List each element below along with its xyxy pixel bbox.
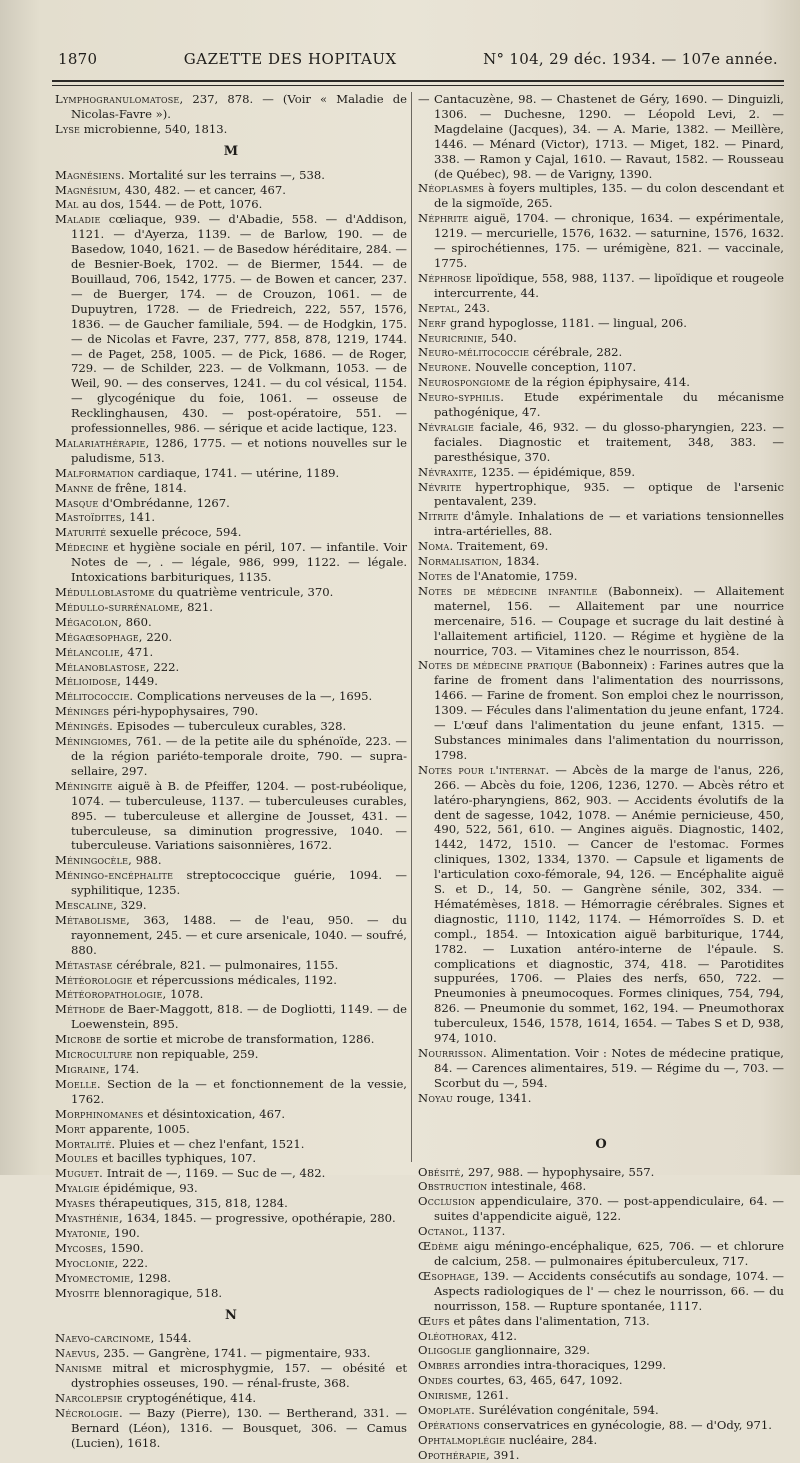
entry-text: 220.: [142, 629, 173, 644]
entry-text: et bacilles typhiques, 107.: [98, 1151, 257, 1166]
entry-text: Traitement, 69.: [453, 539, 549, 554]
entry-text: d'Ombrédanne, 1267.: [98, 495, 230, 510]
entry-text: Nouvelle conception, 1107.: [471, 360, 637, 375]
entry-text: 243.: [460, 300, 490, 315]
index-entry: [55, 674, 407, 689]
entry-text: (Babonneix) : Farines autres que la farine de froment dans l'alimentation des nourrissons, 1466. — Farine de froment. Son emploi chez le nourrisson, 1309. — Fécules dans l'alimentation du jeune enfant, 1724. — L'œuf dans l'alimentation du jeune enfant, 1315. — Substances minimales dans l'alimentation du nourrisson, 1798.: [434, 658, 784, 762]
index-entry: [418, 658, 784, 762]
entry-heading: Notes de médecine infantile: [418, 583, 598, 598]
index-entry: [418, 331, 784, 346]
index-entry: [55, 689, 407, 704]
entry-text: péri-hypophysaires, 790.: [109, 704, 259, 719]
entry-heading: Méningite: [55, 778, 113, 793]
index-entry: [55, 1196, 407, 1211]
entry-heading: Œufs: [418, 1313, 450, 1328]
section-letter-m: M: [223, 143, 239, 159]
entry-heading: Mélioidose,: [55, 674, 122, 689]
index-entry: [418, 763, 784, 1046]
index-entry: [418, 1418, 784, 1433]
entry-heading: Notes de médecine pratique: [418, 658, 573, 673]
index-entry: [55, 1032, 407, 1047]
o-entries: [418, 1165, 784, 1463]
entry-heading: Météorologie: [55, 972, 133, 987]
entry-heading: Ombres: [418, 1358, 461, 1373]
entry-heading: Mal: [55, 197, 79, 212]
column-divider: [411, 92, 412, 1162]
entry-heading: Moelle.: [55, 1076, 101, 1091]
entry-text: de l'Anatomie, 1759.: [452, 569, 578, 583]
index-entry: [418, 181, 784, 211]
index-entry: [55, 1211, 407, 1226]
entry-heading: Magnésium,: [55, 182, 122, 197]
index-entry: [55, 853, 407, 868]
entry-text: et désintoxication, 467.: [143, 1106, 286, 1121]
entry-text: aiguë à B. de Pfeiffer, 1204. — post-rubéolique, 1074. — tuberculeuse, 1137. — tuberculeuses curables, 895. — tuberculeuse et allergine de Jousset, 431. — tuberculeuse, sa diminution progressive, 1040. — tuberculeuse. Variations saisonnières, 1672.: [71, 778, 407, 853]
entry-heading: Médulloblastome: [55, 585, 155, 599]
entry-heading: Neuricrinie,: [418, 330, 488, 345]
entry-text: cérébrale, 282.: [529, 345, 623, 360]
entry-heading: Néphrose: [418, 270, 472, 285]
index-entry: [55, 1406, 407, 1451]
entry-text: 222.: [118, 1255, 148, 1270]
entry-heading: Manne: [55, 480, 94, 495]
entry-text: 761. — de la petite aile du sphénoïde, 223. — de la région pariéto-temporale droite, 790. — supra-sellaire, 297.: [71, 734, 407, 778]
entry-heading: Opérations: [418, 1417, 480, 1432]
entry-heading: Omoplate.: [418, 1403, 475, 1418]
entry-heading: Myasthénie,: [55, 1211, 123, 1226]
index-entry: [418, 1403, 784, 1418]
entry-text: arrondies intra-thoraciques, 1299.: [460, 1358, 667, 1373]
index-entry: [55, 1241, 407, 1256]
entry-text: apparente, 1005.: [85, 1121, 190, 1136]
index-entry: [55, 615, 407, 630]
entry-text: Mortalité sur les terrains —, 538.: [124, 167, 325, 182]
m-entries: [55, 168, 407, 1301]
entry-text: ganglionnaire, 329.: [471, 1343, 590, 1358]
index-entry: [418, 1224, 784, 1239]
index-entry: [418, 1343, 784, 1358]
index-entry: [418, 92, 784, 181]
entry-text: rouge, 1341.: [452, 1090, 532, 1105]
entry-text: de frêne, 1814.: [93, 480, 187, 495]
index-entry: [55, 1361, 407, 1391]
entry-text: 297, 988. — hypophysaire, 557.: [464, 1164, 655, 1179]
entry-heading: Neuro-syphilis.: [418, 390, 505, 405]
index-entry: [55, 987, 407, 1002]
index-entry: [418, 301, 784, 316]
entry-text: Episodes — tuberculeux curables, 328.: [113, 719, 347, 734]
entry-heading: Médecine: [55, 540, 109, 555]
index-entry: [55, 973, 407, 988]
entry-text: 235. — Gangrène, 1741. — pigmentaire, 933.: [99, 1346, 371, 1361]
issue-info: N° 104, 29 déc. 1934. — 107e année.: [483, 50, 778, 68]
entry-heading: Méningo-encéphalite: [55, 868, 174, 883]
entry-text: 1544.: [154, 1331, 192, 1346]
index-entry: [418, 1165, 784, 1180]
entry-text: nucléaire, 284.: [505, 1432, 598, 1447]
index-entry: [418, 360, 784, 375]
entry-text: 540.: [487, 330, 517, 345]
entry-heading: Noma.: [418, 539, 454, 554]
index-entry: [55, 1166, 407, 1181]
entry-text: de Baer-Maggott, 818. — de Dogliotti, 1149. — de Loewenstein, 895.: [71, 1002, 407, 1032]
entry-heading: Masque: [55, 495, 99, 510]
entry-heading: Méningés.: [55, 719, 114, 734]
entry-heading: Magnésiens.: [55, 167, 125, 182]
entry-text: blennoragique, 518.: [99, 1285, 223, 1300]
entry-text: 190.: [110, 1225, 140, 1240]
index-entry: [55, 1062, 407, 1077]
index-entry: [418, 554, 784, 569]
entry-heading: Malformation: [55, 465, 135, 480]
entry-text: 1286, 1775. — et notions nouvelles sur le paludisme, 513.: [71, 435, 407, 465]
entry-text: Alimentation. Voir : Notes de médecine pratique, 84. — Carences alimentaires, 519. — Régime du —, 703. — Scorbut du —, 594.: [434, 1046, 784, 1090]
index-entry: [55, 1181, 407, 1196]
index-entry: [418, 569, 784, 584]
entry-heading: Œdème: [418, 1239, 459, 1254]
entry-heading: Oléothorax,: [418, 1328, 488, 1343]
entry-text: 1261.: [471, 1388, 509, 1403]
entry-heading: Méningiomes,: [55, 734, 132, 749]
entry-text: Intrait de —, 1169. — Suc de —, 482.: [103, 1166, 326, 1181]
entry-heading: Mastoïdites,: [55, 510, 126, 525]
index-entry: [55, 779, 407, 854]
entry-text: cardiaque, 1741. — utérine, 1189.: [134, 465, 340, 480]
index-entry: [55, 1107, 407, 1122]
entry-heading: Néphrite: [418, 211, 469, 226]
entry-heading: Onirisme,: [418, 1388, 472, 1403]
index-entry: [55, 496, 407, 511]
entry-heading: Neptal,: [418, 300, 461, 315]
entry-heading: Obstruction: [418, 1179, 488, 1194]
index-entry: [418, 211, 784, 271]
entry-text: Section de la — et fonctionnement de la vessie, 1762.: [71, 1076, 407, 1106]
index-entry: [55, 868, 407, 898]
index-entry: [55, 92, 407, 122]
index-entry: [55, 1151, 407, 1166]
entry-text: 1449.: [121, 674, 158, 689]
entry-text: épidémique, 93.: [99, 1181, 198, 1196]
index-entry: [55, 510, 407, 525]
entry-heading: Obésité,: [418, 1164, 465, 1179]
entry-text: 237, 878. — (Voir « Maladie de Nicolas-Favre »).: [71, 92, 407, 121]
index-entry: [55, 481, 407, 496]
entry-text: non repiquable, 259.: [132, 1047, 259, 1062]
index-entry: [55, 585, 407, 600]
index-entry: [55, 436, 407, 466]
entry-text: — Abcès de la marge de l'anus, 226, 266. — Abcès du foie, 1206, 1236, 1270. — Abcès rétro et latéro-pharyngiens, 862, 903. — Accidents évolutifs de la dent de sagesse, 1042, 1078. — Anémie pernicieuse, 450, 490, 522, 561, 610. — Angines aiguës. Diagnostic, 1402, 1442, 1472, 1510. — Cancer de l'estomac. Formes cliniques, 1302, 1334, 1370. — Capsule et ligaments de l'articulation coxo-fémorale, 94, 126. — Encéphalite aiguë S. et D., 14, 50. — Gangrène sénile, 302, 334. — Hématémèses, 1818. — Hémorragie cérébrales. Signes et diagnostic, 1110, 1142, 1174. — Hémorroïdes S. D. et compl., 1854. — Intoxication aiguë barbiturique, 1744, 1782. — Luxation antéro-interne de l'épaule. S. complications et diagnostic, 374, 418. — Parotidites suppurées, 1706. — Plaies des nerfs, 650, 722. — Pneumonies à pneumocoques. Formes cliniques, 754, 794, 826. — Pneumonie du sommet, 162, 194. — Pneumothorax tuberculeux, 1546, 1578, 1614, 1654. — Tabes S et D, 938, 974, 1010.: [434, 762, 784, 1046]
entry-heading: Microculture: [55, 1047, 133, 1062]
entry-text: et répercussions médicales, 1192.: [132, 972, 337, 987]
entry-text: 363, 1488. — de l'eau, 950. — du rayonnement, 245. — et cure arsenicale, 1040. — soufré, 880.: [71, 912, 407, 957]
entry-heading: Métastase: [55, 957, 113, 972]
index-entry: [55, 1331, 407, 1346]
entry-heading: Médullo-surrénalome,: [55, 599, 184, 614]
index-entry: [55, 719, 407, 734]
entry-text: du quatrième ventricule, 370.: [154, 585, 334, 599]
right-column: [418, 92, 784, 1463]
index-entry: [418, 1373, 784, 1388]
entry-heading: Maladie: [55, 212, 101, 227]
page-number: 1870: [58, 50, 98, 68]
entry-heading: Malariathérapie,: [55, 435, 150, 450]
index-entry: [418, 480, 784, 510]
entry-heading: Maturité: [55, 525, 107, 540]
entry-text: au dos, 1544. — de Pott, 1076.: [78, 197, 263, 212]
entry-text: 1634, 1845. — progressive, opothérapie, 280.: [122, 1211, 396, 1226]
entry-text: 471.: [123, 644, 154, 659]
index-entry: [55, 168, 407, 183]
entry-text: 1590.: [106, 1240, 144, 1255]
entry-text: 141.: [125, 510, 155, 525]
entry-text: 1137.: [468, 1224, 506, 1239]
section-letter-o: O: [595, 1136, 607, 1152]
index-entry: [418, 1194, 784, 1224]
entry-heading: Métabolisme,: [55, 912, 131, 927]
entry-text: d'âmyle. Inhalations de — et variations tensionnelles intra-artérielles, 88.: [434, 509, 784, 539]
entry-heading: Mégacolon,: [55, 614, 123, 629]
entry-heading: Opothérapie,: [418, 1447, 490, 1462]
index-entry: [55, 1346, 407, 1361]
entry-heading: Myomectomie,: [55, 1270, 135, 1285]
index-entry: [55, 898, 407, 913]
entry-text: 860.: [122, 614, 152, 629]
entry-heading: Méninges: [55, 704, 110, 719]
entry-heading: Mélitococcie.: [55, 689, 134, 704]
n-entries-right: [418, 92, 784, 1106]
entry-text: 412.: [487, 1328, 517, 1343]
entry-text: aiguë, 1704. — chronique, 1634. — expérimentale, 1219. — mercurielle, 1576, 1632. — saturnine, 1576, 1632. — spirochétiennes, 175. — urémigène, 821. — vaccinale, 1775.: [434, 211, 784, 270]
index-entry: [418, 1448, 784, 1463]
entry-text: cœliaque, 939. — d'Abadie, 558. — d'Addison, 1121. — d'Ayerza, 1139. — de Barlow, 190. — de Basedow, 1040, 1621. — de Basedow héréditaire, 284. — de Besnier-Boek, 1702. — de Biermer, 1544. — de Bouillaud, 706, 1542, 1775. — de Bowen et cancer, 237. — de Buerger, 174. — de Crouzon, 1061. — de Dupuytren, 1728. — de Friedreich, 222, 557, 1576, 1836. — de Gaucher familiale, 594. — de Hodgkin, 175. — de Nicolas et Favre, 237, 777, 858, 878, 1219, 1744. — de Paget, 258, 1005. — de Pick, 1686. — de Roger, 729. — de Schilder, 223. — de Volkmann, 1053. — de Weil, 90. — des conserves, 1241. — du col vésical, 1154. — glycogénique du foie, 1061. — osseuse de Recklinghausen, 430. — post-opératoire, 551. — professionnelles, 986. — sérique et acide lactique, 123.: [71, 212, 407, 436]
entry-heading: Occlusion: [418, 1194, 476, 1209]
entry-text: cérébrale, 821. — pulmonaires, 1155.: [112, 957, 339, 972]
index-entry: [418, 1269, 784, 1314]
entry-heading: Mort: [55, 1121, 86, 1136]
entry-heading: Ondes: [418, 1373, 454, 1388]
entry-heading: Nerf: [418, 315, 447, 330]
entry-text: 821.: [183, 599, 213, 614]
header-rule-thick: [52, 80, 784, 82]
index-entry: [418, 420, 784, 465]
index-entry: [418, 316, 784, 331]
index-entry: [55, 1137, 407, 1152]
index-entry: [418, 465, 784, 480]
index-entry: [418, 1329, 784, 1344]
entry-heading: Myoclonie,: [55, 1255, 119, 1270]
journal-title: GAZETTE DES HOPITAUX: [183, 50, 397, 68]
entry-heading: Migraine,: [55, 1062, 110, 1076]
index-entry: [418, 1091, 784, 1106]
index-entry: [55, 913, 407, 958]
index-entry: [55, 183, 407, 198]
entry-heading: Nanisme: [55, 1361, 102, 1376]
index-entry: [418, 390, 784, 420]
index-entry: [55, 1002, 407, 1032]
entry-heading: Nitrite: [418, 509, 459, 524]
entry-text: streptococcique guérie, 1094. — syphilitique, 1235.: [71, 868, 407, 898]
entry-text: et pâtes dans l'alimentation, 713.: [449, 1313, 650, 1328]
entry-heading: Mycoses,: [55, 1240, 107, 1255]
entry-heading: Névralgie: [418, 419, 475, 434]
entry-heading: Morphinomanes: [55, 1106, 144, 1121]
entry-text: 1834.: [502, 554, 540, 569]
index-entry: [418, 1433, 784, 1448]
index-entry: [418, 1046, 784, 1091]
entry-text: sexuelle précoce, 594.: [106, 525, 242, 540]
entry-heading: Myases: [55, 1196, 96, 1211]
entry-heading: Mégaœsophage,: [55, 629, 143, 644]
entry-text: Surélévation congénitale, 594.: [474, 1403, 659, 1418]
entry-text: de sortie et microbe de transformation, 1286.: [101, 1032, 375, 1047]
left-top-entries: [55, 92, 407, 137]
entry-heading: Névraxite,: [418, 464, 478, 479]
index-entry: [55, 212, 407, 436]
entry-text: 391.: [489, 1447, 520, 1462]
index-entry: [55, 734, 407, 779]
entry-text: courtes, 63, 465, 647, 1092.: [453, 1373, 623, 1388]
entry-text: faciale, 46, 932. — du glosso-pharyngien, 223. — faciales. Diagnostic et traitement, 348, 383. — paresthésique, 370.: [434, 419, 784, 464]
left-column: [55, 92, 407, 1451]
index-entry: [55, 958, 407, 973]
entry-heading: Notes pour l'internat.: [418, 762, 550, 777]
entry-heading: Ophtalmoplégie: [418, 1432, 506, 1447]
entry-heading: Neurone.: [418, 360, 472, 375]
entry-heading: Méthode: [55, 1002, 106, 1017]
index-entry: [418, 1314, 784, 1329]
entry-text: 988.: [132, 853, 162, 868]
index-entry: [418, 271, 784, 301]
entry-text: hypertrophique, 935. — optique de l'arsenic pentavalent, 239.: [434, 479, 784, 509]
entry-heading: Méningocèle,: [55, 853, 133, 868]
entry-text: 1235. — épidémique, 859.: [477, 464, 636, 479]
entry-text: — Cantacuzène, 98. — Chastenet de Géry, 1690. — Dinguizli, 1306. — Duchesne, 1290. — Léopold Levi, 2. — Magdelaine (Jacques), 34. — A. Marie, 1382. — Meillère, 1446. — Ménard (Victor), 1713. — Miget, 182. — Pinard, 338. — Ramon y Cajal, 1610. — Ravaut, 1582. — Rousseau (de Québec), 98. — de Varigny, 1390.: [418, 92, 784, 181]
entry-heading: Microbe: [55, 1032, 102, 1047]
index-entry: [418, 584, 784, 659]
section-letter-n: N: [225, 1307, 237, 1323]
entry-heading: Mélancolie,: [55, 644, 124, 659]
entry-text: (Babonneix). — Allaitement maternel, 156. — Allaitement par une nourrice mercenaire, 516. — Coupage et sucrage du lait destiné à l'allaitement artificiel, 1120. — Régime et hygiène de la nourrice, 703. — Vitamines chez le nourrisson, 854.: [434, 583, 784, 658]
entry-heading: Neuro-mélitococcie: [418, 345, 530, 360]
entry-heading: Météoropathologie,: [55, 987, 167, 1002]
page-header: [58, 50, 778, 74]
index-entry: [55, 466, 407, 481]
n-entries-left: [55, 1331, 407, 1450]
index-entry: [55, 540, 407, 585]
entry-heading: Noyau: [418, 1090, 453, 1105]
entry-text: microbienne, 540, 1813.: [80, 121, 228, 136]
entry-text: Pluies et — chez l'enfant, 1521.: [115, 1136, 305, 1151]
entry-heading: Notes: [418, 569, 453, 583]
index-entry: [418, 539, 784, 554]
entry-text: à foyers multiples, 135. — du colon descendant et de la sigmoïde, 265.: [434, 181, 784, 211]
entry-text: et hygiène sociale en péril, 107. — infantile. Voir Notes de —, . — légale, 986, 999, 1122. — légale. Intoxications barbituriques, 1135.: [71, 540, 407, 585]
index-entry: [55, 525, 407, 540]
index-entry: [418, 1179, 784, 1194]
entry-text: 1298.: [134, 1270, 171, 1285]
entry-heading: Nécrologie.: [55, 1405, 123, 1420]
entry-heading: Lyse: [55, 121, 81, 136]
entry-heading: Naevus,: [55, 1346, 100, 1361]
entry-heading: Moules: [55, 1151, 99, 1166]
index-entry: [55, 660, 407, 675]
entry-heading: Normalisation,: [418, 554, 503, 569]
entry-text: intestinale, 468.: [487, 1179, 587, 1194]
entry-text: appendiculaire, 370. — post-appendiculaire, 64. — suites d'appendicite aiguë, 122.: [434, 1194, 784, 1224]
entry-heading: Nourrisson.: [418, 1046, 487, 1060]
entry-text: 430, 482. — et cancer, 467.: [121, 182, 286, 197]
index-entry: [55, 1077, 407, 1107]
index-entry: [55, 1226, 407, 1241]
entry-heading: Naevo-carcinome,: [55, 1331, 155, 1346]
entry-text: 222.: [149, 659, 180, 674]
entry-text: 174.: [109, 1062, 140, 1076]
index-entry: [55, 1286, 407, 1301]
index-entry: [55, 630, 407, 645]
entry-text: conservatrices en gynécologie, 88. — d'Ody, 971.: [479, 1417, 772, 1432]
entry-heading: Myosite: [55, 1285, 100, 1300]
entry-text: 1078.: [166, 987, 204, 1002]
entry-heading: Octanol,: [418, 1224, 469, 1239]
entry-heading: Mortalité.: [55, 1136, 116, 1151]
index-entry: [55, 122, 407, 137]
entry-heading: Néoplasmes: [418, 181, 485, 196]
entry-heading: Névrite: [418, 479, 462, 494]
index-entry: [418, 509, 784, 539]
entry-text: Etude expérimentale du mécanisme pathogénique, 47.: [434, 390, 784, 420]
entry-text: grand hypoglosse, 1181. — lingual, 206.: [446, 315, 687, 330]
index-entry: [55, 600, 407, 615]
entry-heading: Lymphogranulomatose,: [55, 92, 184, 106]
entry-text: cryptogénétique, 414.: [122, 1391, 257, 1406]
entry-text: 329.: [117, 898, 147, 913]
entry-heading: Mélanoblastose,: [55, 659, 150, 674]
entry-heading: Muguet.: [55, 1166, 104, 1181]
entry-text: — Bazy (Pierre), 130. — Bertherand, 331. — Bernard (Léon), 1316. — Bousquet, 306. — Camus (Lucien), 1618.: [71, 1405, 407, 1450]
entry-text: lipoïdique, 558, 988, 1137. — lipoïdique et rougeole intercurrente, 44.: [434, 270, 784, 300]
index-entry: [418, 1388, 784, 1403]
index-entry: [55, 645, 407, 660]
index-entry: [55, 1122, 407, 1137]
entry-heading: Myatonie,: [55, 1225, 111, 1240]
entry-heading: Oligoglie: [418, 1343, 472, 1358]
entry-text: de la région épiphysaire, 414.: [510, 375, 690, 390]
index-entry: [55, 1047, 407, 1062]
entry-heading: Œsophage,: [418, 1268, 480, 1283]
index-entry: [418, 1239, 784, 1269]
entry-text: thérapeutiques, 315, 818, 1284.: [95, 1196, 288, 1211]
entry-heading: Neurospongiome: [418, 375, 511, 390]
index-entry: [55, 1391, 407, 1406]
entry-text: Complications nerveuses de la —, 1695.: [133, 689, 373, 704]
entry-heading: Narcolepsie: [55, 1391, 123, 1406]
entry-text: mitral et microsphygmie, 157. — obésité et dystrophies osseuses, 190. — rénal-fruste, 368.: [71, 1361, 407, 1391]
index-entry: [55, 197, 407, 212]
entry-heading: Myalgie: [55, 1181, 100, 1196]
index-entry: [418, 1358, 784, 1373]
index-entry: [418, 375, 784, 390]
index-entry: [55, 704, 407, 719]
index-entry: [418, 345, 784, 360]
entry-text: 139. — Accidents consécutifs au sondage, 1074. — Aspects radiologiques de l' — chez le nourrisson, 66. — du nourrisson, 158. — Rupture spontanée, 1117.: [434, 1268, 784, 1313]
index-entry: [55, 1271, 407, 1286]
header-rule-thin: [52, 85, 784, 86]
entry-heading: Mescaline,: [55, 898, 118, 913]
entry-text: aigu méningo-encéphalique, 625, 706. — et chlorure de calcium, 258. — pulmonaires épituberculeux, 717.: [434, 1239, 784, 1268]
index-entry: [55, 1256, 407, 1271]
